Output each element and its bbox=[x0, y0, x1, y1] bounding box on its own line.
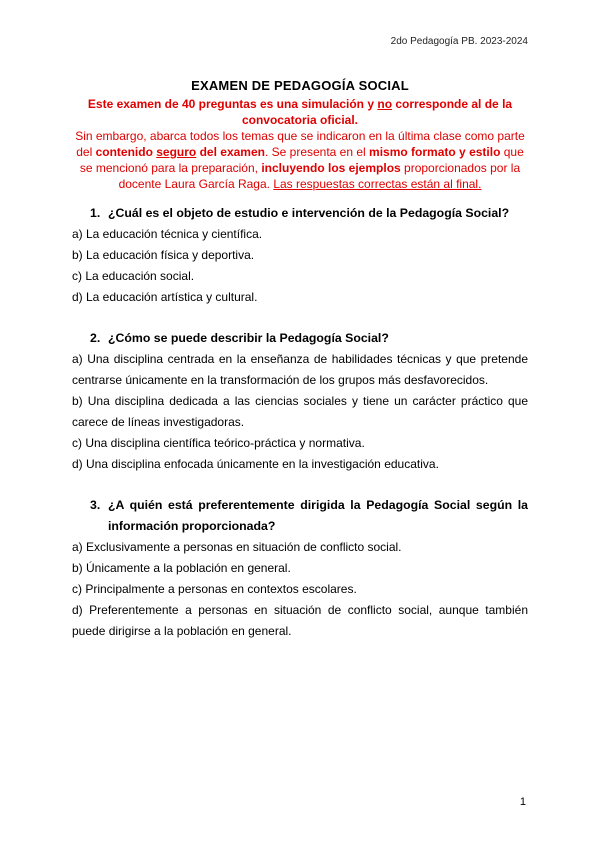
option-a: a) La educación técnica y científica. bbox=[72, 227, 263, 241]
question-heading bbox=[72, 495, 528, 537]
question-2 bbox=[72, 328, 528, 475]
question-text: ¿A quién está preferentemente dirigida la Pedagogía Social según la información proporcionada? bbox=[108, 498, 528, 533]
intro-disclaimer-no: no bbox=[377, 97, 393, 111]
option-c: c) Una disciplina científica teórico-práctica y normativa. bbox=[72, 436, 365, 450]
intro-disclaimer-text-a: Este examen de 40 preguntas es una simulación y bbox=[87, 97, 378, 111]
intro-text-b: . Se presenta en el bbox=[264, 145, 370, 159]
intro-text-a: Sin embargo, abarca todos los temas que se indicaron en la última clase como parte del bbox=[75, 129, 525, 159]
option-b: b) La educación física y deportiva. bbox=[72, 248, 255, 262]
page-number: 1 bbox=[519, 796, 526, 808]
intro-description bbox=[72, 128, 528, 192]
question-heading bbox=[72, 203, 528, 224]
intro-mismo-formato: mismo formato y estilo bbox=[369, 145, 501, 159]
option-b: b) Una disciplina dedicada a las ciencias sociales y tiene un carácter práctico que carece de líneas investigadoras. bbox=[72, 394, 528, 429]
option-b: b) Únicamente a la población en general. bbox=[72, 561, 291, 575]
question-number: 2. bbox=[90, 331, 101, 345]
document-title: EXAMEN DE PEDAGOGÍA SOCIAL bbox=[191, 78, 409, 93]
option-d: d) Una disciplina enfocada únicamente en la investigación educativa. bbox=[72, 457, 439, 471]
question-1 bbox=[72, 203, 528, 308]
option-c: c) Principalmente a personas en contextos escolares. bbox=[72, 582, 357, 596]
intro-notice bbox=[72, 96, 528, 192]
question-number: 1. bbox=[90, 206, 101, 220]
question-3 bbox=[72, 495, 528, 642]
intro-seguro: seguro bbox=[156, 145, 197, 159]
intro-contenido: contenido bbox=[95, 145, 157, 159]
question-number: 3. bbox=[90, 498, 101, 512]
option-d: d) Preferentemente a personas en situación de conflicto social, aunque también puede dirigirse a la población en general. bbox=[72, 603, 528, 638]
intro-incluyendo-ejemplos: incluyendo los ejemplos bbox=[261, 161, 401, 175]
option-c: c) La educación social. bbox=[72, 269, 195, 283]
intro-del-examen: del examen bbox=[196, 145, 265, 159]
question-text: ¿Cuál es el objeto de estudio e intervención de la Pedagogía Social? bbox=[108, 206, 510, 220]
option-a: a) Una disciplina centrada en la enseñanza de habilidades técnicas y que pretende centrarse únicamente en la transformación de los grupos más desfavorecidos. bbox=[72, 352, 528, 387]
page-header: 2do Pedagogía PB. 2023-2024 bbox=[390, 36, 528, 47]
intro-text-d: proporcionados por la docente Laura García Raga. bbox=[118, 161, 521, 191]
intro-text-c: que se mencionó para la preparación, bbox=[79, 145, 524, 175]
intro-disclaimer bbox=[72, 96, 528, 128]
intro-answers-note: Las respuestas correctas están al final. bbox=[273, 177, 482, 191]
question-heading bbox=[72, 328, 528, 349]
intro-disclaimer-text-b: corresponde al de la convocatoria oficial. bbox=[241, 97, 513, 127]
option-d: d) La educación artística y cultural. bbox=[72, 290, 258, 304]
option-a: a) Exclusivamente a personas en situación de conflicto social. bbox=[72, 540, 402, 554]
question-text: ¿Cómo se puede describir la Pedagogía Social? bbox=[108, 331, 389, 345]
